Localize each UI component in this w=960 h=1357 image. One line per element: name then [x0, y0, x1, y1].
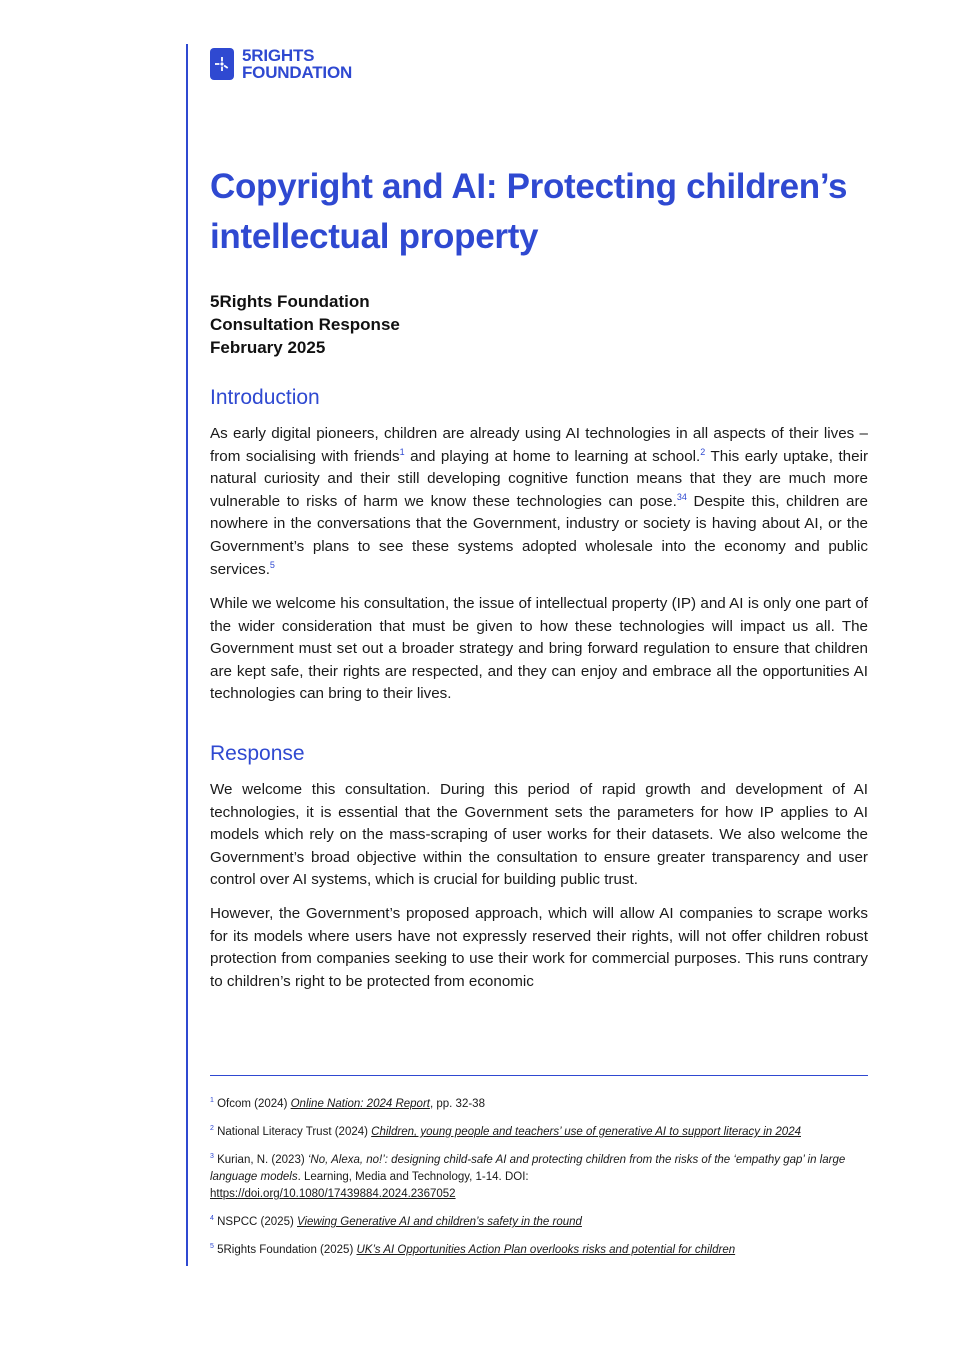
footnote-number: 3	[210, 1153, 214, 1161]
footnote-number: 2	[210, 1125, 214, 1133]
introduction-heading: Introduction	[210, 386, 320, 409]
response-paragraph-1: We welcome this consultation. During this period of rapid growth and development of AI technologies, it is essential that the Government sets the parameters for how IP applies to AI models which rely on the mass-scraping of user works for their datasets. We also welcome the Government’s broad objective within the consultation to ensure greater transparency and user control over AI systems, which is crucial for building public trust.	[210, 781, 868, 889]
introduction-paragraph-1	[210, 423, 868, 581]
footnote-5	[210, 1242, 870, 1259]
response-heading: Response	[210, 742, 305, 765]
footnote-link[interactable]: Children, young people and teachers’ use of generative AI to support literacy in 2024	[371, 1126, 801, 1138]
footnote-suffix: , pp. 32-38	[429, 1098, 485, 1110]
footnote-4	[210, 1214, 870, 1231]
footnote-ref-1[interactable]: 1	[399, 446, 405, 457]
intro-p1-text-d: Despite this, children are nowhere in the conversations that the Government, industry or society is having about AI, or the Government’s plans to see these systems adopted wholesale into the economy and public services.	[210, 492, 868, 578]
logo-line-1: 5RIGHTS	[242, 46, 315, 65]
logo	[210, 47, 352, 81]
footnote-3	[210, 1152, 870, 1203]
response-paragraph-2: However, the Government’s proposed approach, which will allow AI companies to scrape works for its models where users have not expressly reserved their rights, will not offer children robust protection from companies seeking to use their work for commercial purposes. This runs contrary to children’s right to be protected from economic	[210, 905, 868, 990]
footnote-ref-2[interactable]: 2	[700, 446, 706, 457]
footnote-prefix: NSPCC (2025)	[217, 1216, 297, 1228]
footnote-prefix: Kurian, N. (2023)	[217, 1154, 308, 1166]
footnote-doi-link[interactable]: https://doi.org/10.1080/17439884.2024.2367052	[210, 1188, 456, 1200]
footnote-prefix: National Literacy Trust (2024)	[217, 1126, 372, 1138]
document-meta	[210, 290, 400, 359]
footnote-ref-3-4[interactable]: 34	[676, 491, 687, 502]
footnote-divider	[210, 1075, 868, 1076]
meta-org: 5Rights Foundation	[210, 292, 370, 311]
intro-p1-text-b: and playing at home to learning at school.	[404, 447, 701, 465]
intro-p1-text-c: This early uptake, their natural curiosity and their still developing cognitive function means that they are much more vulnerable to risks of harm we know these technologies can pose.	[210, 447, 869, 510]
logo-wordmark	[242, 47, 352, 81]
footnote-link[interactable]: Online Nation: 2024 Report	[290, 1098, 430, 1110]
footnote-number: 4	[210, 1215, 214, 1223]
page-title: Copyright and AI: Protecting children’s intellectual property	[210, 167, 848, 256]
footnote-number: 1	[210, 1097, 214, 1105]
footnote-link[interactable]: UK’s AI Opportunities Action Plan overlooks risks and potential for children	[356, 1244, 736, 1256]
footnote-link[interactable]: Viewing Generative AI and children’s safety in the round	[297, 1216, 582, 1228]
introduction-paragraph-2: While we welcome his consultation, the issue of intellectual property (IP) and AI is only one part of the wider consideration that must be given to how these technologies will impact us all. The Government must set out a broader strategy and bring forward regulation to ensure that children are kept safe, their rights are respected, and they can enjoy and embrace all the opportunities AI technologies can bring to their lives.	[210, 595, 868, 703]
intro-p1-text-a: As early digital pioneers, children are already using AI technologies in all aspects of their lives – from socialising with friends	[210, 425, 868, 465]
footnote-prefix: Ofcom (2024)	[217, 1098, 291, 1110]
meta-date: February 2025	[210, 338, 326, 357]
footnote-number: 5	[210, 1243, 214, 1251]
footnote-1	[210, 1096, 870, 1113]
logo-line-2: FOUNDATION	[242, 63, 353, 82]
footnote-article-title: ‘No, Alexa, no!’: designing child-safe AI and protecting children from the risks of the ‘empathy gap’ in large language models	[210, 1154, 846, 1183]
footnote-prefix: 5Rights Foundation (2025)	[217, 1244, 357, 1256]
footnote-2	[210, 1124, 870, 1141]
meta-doc-type: Consultation Response	[210, 315, 400, 334]
5rights-logo-icon	[210, 48, 234, 80]
left-margin-rule	[186, 44, 188, 1266]
footnote-suffix: . Learning, Media and Technology, 1-14. DOI:	[297, 1171, 529, 1183]
footnote-ref-5[interactable]: 5	[269, 559, 275, 570]
